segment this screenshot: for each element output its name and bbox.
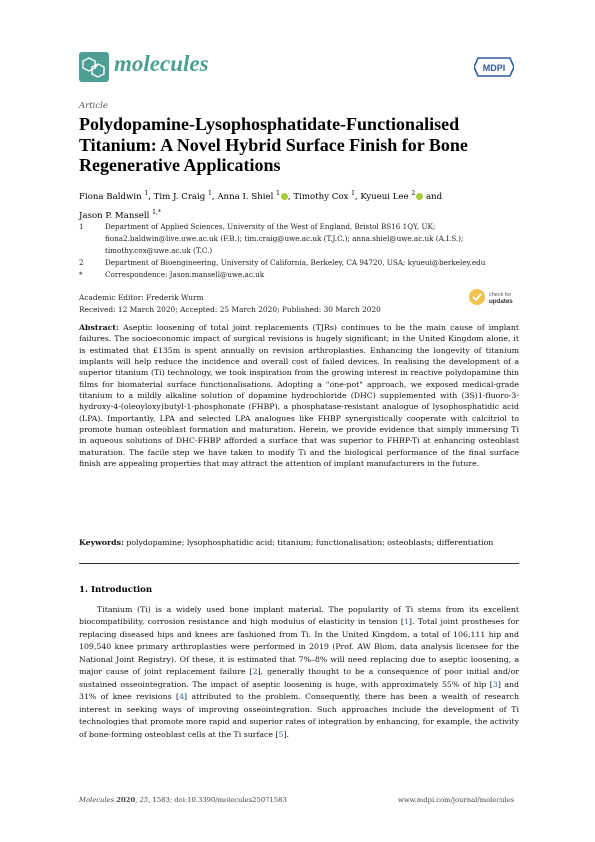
footer-doi: , 1583; doi:10.3390/molecules25071583 xyxy=(148,796,287,804)
check-badge-line1: check for xyxy=(489,292,512,298)
author-name[interactable]: Fiona Baldwin xyxy=(79,192,142,202)
keywords-text: polydopamine; lysophosphatidic acid; titanium; functionalisation; osteoblasts; differentiation xyxy=(126,538,494,547)
affiliation-mark: * xyxy=(79,270,83,279)
affiliation-text: timothy.cox@uwe.ac.uk (T.C.) xyxy=(105,246,213,255)
affiliation-text: Department of Bioengineering, University of California, Berkeley, CA 94720, USA; kyueui@berkeley.edu xyxy=(105,258,486,267)
intro-text: Titanium (Ti) is a widely used bone implant material. The popularity of Ti stems from its excellent biocompatibility, corrosion resistance and high modulus of elasticity in tension [ xyxy=(79,605,519,627)
author-name[interactable]: Tim J. Craig xyxy=(153,192,206,202)
author-name[interactable]: Anna I. Shiel xyxy=(217,192,274,202)
section-heading: 1. Introduction xyxy=(79,585,153,595)
intro-text: ] and 31% of knee revisions [ xyxy=(79,679,519,702)
footer-journal: Molecules xyxy=(79,796,115,804)
check-badge-line2: updates xyxy=(489,298,513,305)
author-affiliation-mark: 1 xyxy=(351,190,355,197)
citation-link[interactable]: 4 xyxy=(179,692,185,702)
author-list: Fiona Baldwin $^1$, Tim J. Craig $^1$, Anna I. Shiel $^1$ , Timothy Cox $^1$, Kyueui Lee $^2$ and Jason P. Mansell $^{1,*}$ xyxy=(79,190,443,221)
citation-link[interactable]: 5 xyxy=(278,729,284,739)
journal-logo-icon xyxy=(79,52,109,82)
check-for-updates-button[interactable] xyxy=(468,288,524,306)
article-title: Polydopamine-Lysophosphatidate-Functionalised Titanium: A Novel Hybrid Surface Finish for Bone Regenerative Applications xyxy=(79,114,468,175)
mdpi-logo-icon xyxy=(474,56,514,78)
footer-citation: Molecules 2020, 25, 1583; doi:10.3390/molecules25071583 xyxy=(79,796,287,804)
affiliation-text: Correspondence: Jason.mansell@uwe.ac.uk xyxy=(105,270,265,279)
author-affiliation-mark: 2 xyxy=(411,190,416,197)
orcid-icon[interactable] xyxy=(281,193,288,200)
intro-text: ]. xyxy=(283,729,289,739)
author-affiliation-mark: 1 xyxy=(144,190,149,197)
abstract-text: Aseptic loosening of total joint replacements (TJRs) continues to be the main cause of implant failures. The socioeconomic impact of surgical revisions is hugely significant; in the United Kingdom alone, it is estimated that £135m is spent annually on revision arthroplasties. Enhancing the longevity of titanium implants will help reduce the incidence and overall cost of failed devices. In realising the development of a superior titanium (Ti) technology, we took inspiration from the growing interest in reactive polydopamine thin films for biomaterial surface functionalisations. Adopting a "one-pot" approach, we exposed medical-grade titanium to a mildly alkaline solution of dopamine hydrochloride (DHC) supplemented with (3S)1-fluoro-3-hydroxy-4-(oleoyloxy)butyl-1-phosphonate (FHBP), a phosphatase-resistant analogue of lysophosphatidic acid (LPA). Importantly, LPA and selected LPA analogues like FHBP synergistically cooperate with calcitriol to promote human osteoblast formation and maturation. Herein, we provide evidence that simply immersing Ti in aqueous solutions of DHC-FHBP afforded a surface that was superior to FHBP-Ti at enhancing osteoblast maturation. The facile step we have taken to modify Ti and the biological performance of the final surface finish are appealing properties that may attract the attention of implant manufacturers in the future. xyxy=(79,323,519,469)
affiliation-mark: 2 xyxy=(79,258,84,267)
footer-year: 2020 xyxy=(116,796,136,804)
intro-paragraph xyxy=(79,604,519,741)
citation-link[interactable]: 2 xyxy=(252,667,258,677)
author-name[interactable]: Kyueui Lee xyxy=(360,192,409,202)
author-affiliation-mark: 1,* xyxy=(152,209,161,216)
academic-editor: Academic Editor: Frederik Wurm xyxy=(79,293,204,302)
intro-text: ], generally thought to be a consequence of poor initial and/or sustained osseointegration. The impact of aseptic loosening is huge, with approximately 55% of hip [ xyxy=(79,667,519,689)
author-affiliation-mark: 1 xyxy=(276,190,280,197)
footer-volume: 25 xyxy=(139,796,149,804)
keywords xyxy=(79,537,519,548)
orcid-icon[interactable] xyxy=(416,193,423,200)
publisher-name: MDPI xyxy=(482,63,506,73)
affiliation-text: fiona2.baldwin@live.uwe.ac.uk (F.B.); tim.craig@uwe.ac.uk (T.J.C.); anna.shiel@uwe.ac.uk (A.I.S.); xyxy=(105,234,464,243)
section-divider xyxy=(79,563,519,564)
citation-link[interactable]: 1 xyxy=(403,617,409,627)
keywords-label: Keywords: xyxy=(79,538,124,547)
affiliation-text: Department of Applied Sciences, University of the West of England, Bristol BS16 1QY, UK; xyxy=(105,222,436,231)
abstract-label: Abstract: xyxy=(79,323,119,332)
publication-dates: Received: 12 March 2020; Accepted: 25 March 2020; Published: 30 March 2020 xyxy=(79,305,381,314)
article-type: Article xyxy=(79,101,108,111)
citation-link[interactable]: 3 xyxy=(492,679,498,689)
journal-url-link[interactable]: www.mdpi.com/journal/molecules xyxy=(398,796,515,804)
intro-text: ]. Total joint prostheses for replacing diseased hips and knees are fashioned from Ti. In the United Kingdom, a total of 106,111 hip and 109,540 knee primary arthroplasties were performed in 2019 (Prof. AW Blom, data analysis licensee for the National Joint Registry). Of these, it is estimated that 7%–8% will need replacing due to aseptic loosening, a major cause of joint replacement failure [ xyxy=(79,617,519,677)
author-name[interactable]: Jason P. Mansell xyxy=(79,211,150,221)
affiliation-mark: 1 xyxy=(79,222,84,231)
author-conjunction: and xyxy=(425,192,443,202)
journal-name: molecules xyxy=(114,51,209,76)
author-affiliation-mark: 1 xyxy=(208,190,212,197)
intro-text: ] attributed to the problem. Consequently, there has been a wealth of research interest in seeking ways of improving osseointegration. Such approaches include the development of Ti technologies that promote more rapid and superior rates of integration by enhancing, for example, the activity of bone-forming osteoblast cells at the Ti surface [ xyxy=(79,692,520,739)
abstract xyxy=(79,322,519,469)
author-name[interactable]: Timothy Cox xyxy=(293,192,349,202)
